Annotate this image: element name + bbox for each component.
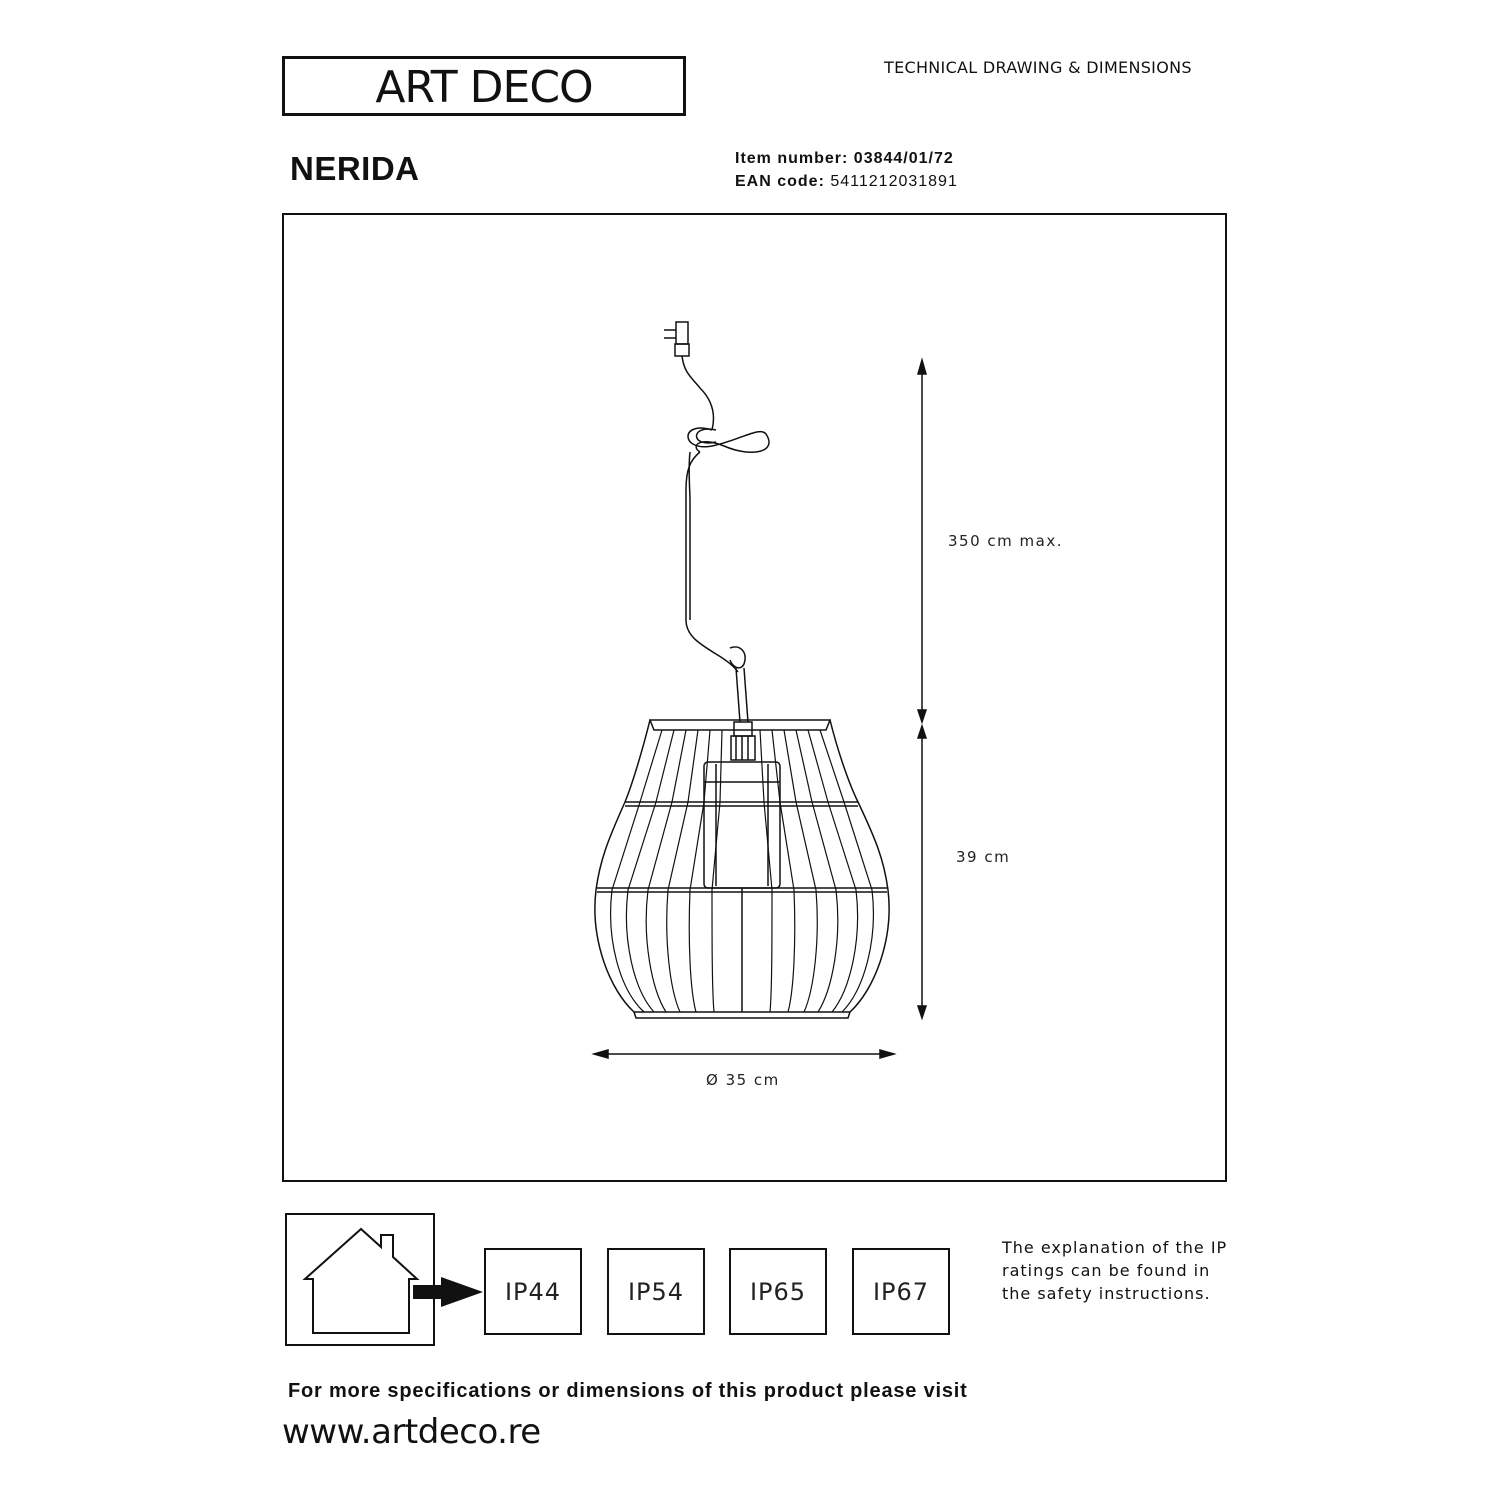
item-number-value: 03844/01/72 (853, 150, 954, 167)
height-label: 39 cm (956, 848, 1011, 866)
plug-icon (664, 322, 689, 356)
more-specs-text: For more specifications or dimensions of this product please visit (288, 1380, 968, 1402)
product-name: NERIDA (290, 150, 420, 187)
cage-left-edge (595, 720, 650, 1012)
hook (730, 647, 745, 668)
cage-right-edge (830, 720, 889, 1012)
cable-top (682, 356, 714, 430)
ip-rating-box: IP54 (607, 1248, 705, 1335)
ip-rating-box: IP44 (484, 1248, 582, 1335)
cable-coil (688, 428, 769, 452)
house-icon (285, 1213, 485, 1346)
ean-label: EAN code: (735, 173, 825, 190)
item-number-label: Item number: (735, 150, 849, 167)
document-title: TECHNICAL DRAWING & DIMENSIONS (884, 58, 1192, 77)
brand-logo: ART DECO (375, 62, 593, 113)
diameter-label: Ø 35 cm (706, 1071, 780, 1089)
arrow-right-icon (413, 1277, 483, 1307)
cable-drop (686, 452, 738, 672)
ip-explanation-note: The explanation of the IP ratings can be found in the safety instructions. (1002, 1238, 1228, 1303)
website-link[interactable]: www.artdeco.re (282, 1412, 541, 1452)
ean-value: 5411212031891 (830, 173, 958, 190)
cable-length-label: 350 cm max. (948, 532, 1063, 550)
ip-rating-box: IP67 (852, 1248, 950, 1335)
ip-rating-box: IP65 (729, 1248, 827, 1335)
